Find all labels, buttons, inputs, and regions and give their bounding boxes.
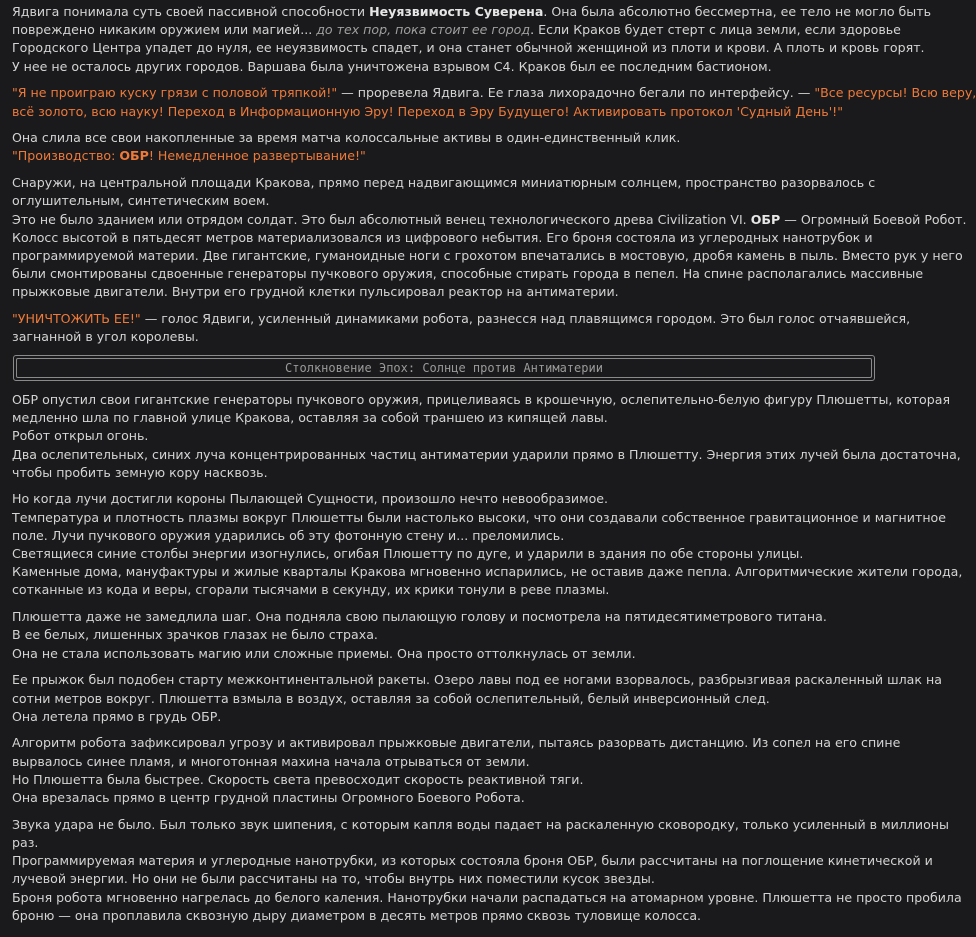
- text-line: были смонтированы сдвоенные генераторы пучкового оружия, способные стирать города в пепел. На спине располагались массивные: [12, 266, 924, 282]
- unit-name: ОБР: [119, 148, 149, 164]
- paragraph-leap: [12, 671, 942, 726]
- text-line: Светящиеся синие столбы энергии изогнулись, огибая Плюшетту по дуге, и ударили в здания по обе стороны улицы.: [12, 546, 804, 562]
- text-line: сотканные из кода и веры, сгорали тысячами в секунду, их крики тонули в реве плазмы.: [12, 582, 610, 598]
- text-line: загнанной в угол королевы.: [12, 329, 199, 345]
- dialogue-quote: всё золото, всю науку! Переход в Информационную Эру! Переход в Эру Будущего! Активировать протокол 'Судный День'!": [12, 103, 843, 119]
- paragraph-meltdown: [12, 816, 962, 925]
- text-line: Это не было зданием или отрядом солдат. Это был абсолютный венец технологического древа Civilization VI. ОБР — Огромный Боевой Робот.: [12, 211, 967, 227]
- text-line: Робот открыл огонь.: [12, 428, 149, 444]
- text-line: Программируемая материя и углеродные нанотрубки, из которых состояла броня ОБР, были рассчитаны на поглощение кинетической и: [12, 853, 933, 869]
- text-line: раз.: [12, 834, 39, 850]
- text-line: Она не стала использовать магию или сложные приемы. Она просто оттолкнулась от земли.: [12, 645, 636, 661]
- text-line: Два ослепительных, синих луча концентрированных частиц антиматерии ударили прямо в Плюшетту. Энергия этих лучей была достаточна,: [12, 446, 961, 462]
- text-line: броню — она проплавила сквозную дыру диаметром в десять метров прямо сквозь туловище колосса.: [12, 907, 702, 923]
- text-line: В ее белых, лишенных зрачков глазах не было страха.: [12, 627, 378, 643]
- text-line: программируемой материи. Две гигантские, гуманоидные ноги с грохотом впечатались в мостовую, дробя камень в пыль. Вместо рук у него: [12, 247, 963, 263]
- dialogue-quote: "УНИЧТОЖИТЬ ЕЕ!": [12, 311, 141, 327]
- text-line: Она врезалась прямо в центр грудной пластины Огромного Боевого Робота.: [12, 790, 525, 806]
- story-document: [12, 3, 976, 933]
- paragraph-no-fear: [12, 608, 892, 663]
- text-line: Ее прыжок был подобен старту межконтинентальной ракеты. Озеро лавы под ее ногами взорвалось, разбрызгивая раскаленный шлак на: [12, 672, 942, 688]
- chapter-divider: [13, 355, 875, 381]
- text-line: Звука удара не было. Был только звук шипения, с которым капля воды падает на раскаленную сковородку, только усиленный в миллионы: [12, 816, 949, 832]
- dialogue-quote: "Производство: ОБР! Немедленное развертывание!": [12, 148, 366, 164]
- paragraph-robot-arrival: [12, 174, 967, 301]
- text-line: "УНИЧТОЖИТЬ ЕЕ!" — голос Ядвиги, усиленный динамиками робота, разнесся над плавящимся городом. Это был голос отчаявшейся,: [12, 311, 911, 327]
- unit-name: ОБР: [750, 211, 781, 227]
- text-line: Температура и плотность плазмы вокруг Плюшетты были настолько высоки, что они создавали собственное гравитационное и магнитное: [12, 509, 947, 525]
- text-line: оглушительным, синтетическим воем.: [12, 193, 270, 209]
- dialogue-quote: "Все ресурсы! Всю веру,: [814, 85, 976, 101]
- ability-name: Неуязвимость Суверена: [369, 4, 544, 19]
- text-line: Ядвига понимала суть своей пассивной способности Неуязвимость Суверена. Она была абсолютно бессмертна, ее тело не могло быть: [12, 4, 931, 19]
- text-line: чтобы пробить земную кору насквозь.: [12, 464, 268, 480]
- text-line: прыжковые двигатели. Внутри его грудной клетки пульсировал реактор на антиматерии.: [12, 284, 619, 300]
- paragraph-sovereign: [12, 3, 931, 76]
- text-line: сотни метров вокруг. Плюшетта взмыла в воздух, оставляя за собой ослепительный, белый инверсионный след.: [12, 690, 770, 706]
- text-line: Колосс высотой в пятьдесят метров материализовался из цифрового небытия. Его броня состояла из углеродных нанотрубок и: [12, 229, 873, 245]
- paragraph-production: [12, 129, 892, 165]
- text-line: Алгоритм робота зафиксировал угрозу и активировал прыжковые двигатели, пытаясь разорвать дистанцию. Из сопел на его спине: [12, 735, 901, 751]
- italic-condition: до тех пор, пока стоит ее город: [316, 22, 531, 38]
- text-line: поле. Лучи пучкового оружия ударились об эту фотонную стену и... преломились.: [12, 527, 565, 543]
- text-line: медленно шла по главной улице Кракова, оставляя за собой траншею из кипящей лавы.: [12, 410, 608, 426]
- chapter-title: Столкновение Эпох: Солнце против Антиматерии: [16, 358, 872, 378]
- dialogue-quote: "Я не проиграю куску грязи с половой тряпкой!": [12, 85, 338, 101]
- text-line: лучевой энергии. Но они не были рассчитаны на то, чтобы внутрь них поместили кусок звезды.: [12, 871, 655, 887]
- paragraph-fire: [12, 391, 961, 482]
- text-line: Она летела прямо в грудь ОБР.: [12, 708, 222, 724]
- text-line: ОБР опустил свои гигантские генераторы пучкового оружия, прицеливаясь в крошечную, ослепительно-белую фигуру Плюшетты, которая: [12, 391, 951, 407]
- text-line: Она слила все свои накопленные за время матча колоссальные активы в один-единственный клик.: [12, 130, 681, 146]
- text-line: Но Плюшетта была быстрее. Скорость света превосходит скорость реактивной тяги.: [12, 771, 584, 787]
- paragraph-destroy: [12, 310, 911, 346]
- text-line: Плюшетта даже не замедлила шаг. Она подняла свою пылающую голову и посмотрела на пятидесятиметрового титана.: [12, 609, 827, 625]
- text-line: Броня робота мгновенно нагрелась до белого каления. Нанотрубки начали распадаться на атомарном уровне. Плюшетта не просто пробила: [12, 889, 962, 905]
- text-line: вырвалось синее пламя, и многотонная махина начала отрываться от земли.: [12, 753, 530, 769]
- text-line: Но когда лучи достигли короны Пылающей Сущности, произошло нечто невообразимое.: [12, 491, 609, 507]
- text-line: Каменные дома, мануфактуры и жилые кварталы Кракова мгновенно испарились, не оставив даже пепла. Алгоритмические жители города,: [12, 564, 963, 580]
- text-line: повреждено никаким оружием или магией... до тех пор, пока стоит ее город. Если Краков будет стерт с лица земли, если здоровье: [12, 22, 901, 38]
- paragraph-impact: [12, 734, 901, 807]
- paragraph-roar: [12, 84, 976, 120]
- text-line: Городского Центра упадет до нуля, ее неуязвимость спадет, и она станет обычной женщиной из плоти и крови. А плоть и кровь горят.: [12, 40, 925, 56]
- text-line: Снаружи, на центральной площади Кракова, прямо перед надвигающимся миниатюрным солнцем, пространство разорвалось с: [12, 175, 876, 191]
- paragraph-refraction: [12, 490, 963, 599]
- text-line: У нее не осталось других городов. Варшава была уничтожена взрывом С4. Краков был ее последним бастионом.: [12, 58, 772, 74]
- text-line: "Я не проиграю куску грязи с половой тряпкой!" — проревела Ядвига. Ее глаза лихорадочно бегали по интерфейсу. — "Все ресурсы! Всю веру,: [12, 85, 976, 101]
